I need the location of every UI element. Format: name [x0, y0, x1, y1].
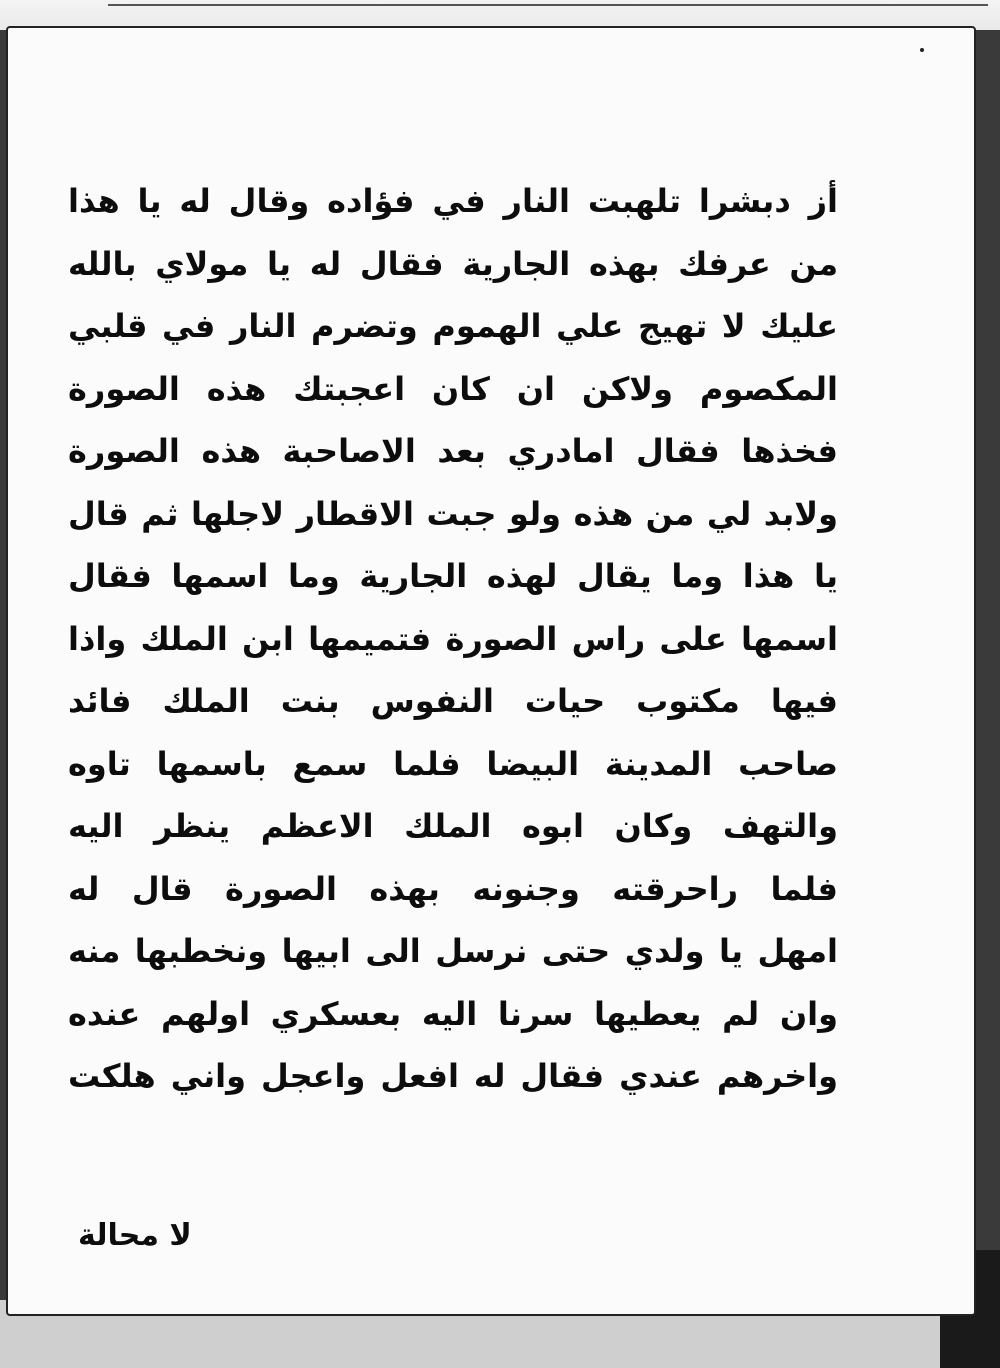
manuscript-line: المكصوم ولاكن ان كان اعجبتك هذه الصورة: [68, 369, 838, 408]
manuscript-line: والتهف وكان ابوه الملك الاعظم ينظر اليه: [68, 807, 838, 845]
previous-page-edge: [108, 4, 988, 6]
manuscript-line: فيها مكتوب حيات النفوس بنت الملك فائد: [68, 682, 838, 720]
manuscript-line: واخرهم عندي فقال له افعل واعجل واني هلكت: [68, 1057, 838, 1095]
manuscript-text-block: [68, 170, 838, 1108]
manuscript-line: يا هذا وما يقال لهذه الجارية وما اسمها فقال: [68, 557, 838, 595]
manuscript-line: عليك لا تهيج علي الهموم وتضرم النار في قلبي: [68, 307, 838, 345]
manuscript-page: [6, 26, 976, 1316]
manuscript-line: امهل يا ولدي حتى نرسل الى ابيها ونخطبها منه: [68, 932, 838, 970]
manuscript-line: اسمها على راس الصورة فتميمها ابن الملك واذا: [68, 619, 838, 658]
manuscript-line: من عرفك بهذه الجارية فقال له يا مولاي بالله: [68, 244, 838, 283]
manuscript-line: وان لم يعطيها سرنا اليه بعسكري اولهم عنده: [68, 994, 838, 1033]
manuscript-line: فخذها فقال امادري بعد الاصاحبة هذه الصورة: [68, 432, 838, 470]
manuscript-line: صاحب المدينة البيضا فلما سمع باسمها تاوه: [68, 744, 838, 783]
manuscript-line: ولابد لي من هذه ولو جبت الاقطار لاجلها ثم قال: [68, 494, 838, 533]
manuscript-line: فلما راحرقته وجنونه بهذه الصورة قال له: [68, 869, 838, 908]
catchword: لا محالة: [78, 1218, 192, 1253]
manuscript-line: أز دبشرا تلهبت النار في فؤاده وقال له يا هذا: [68, 182, 838, 220]
ink-speck: [920, 48, 924, 52]
